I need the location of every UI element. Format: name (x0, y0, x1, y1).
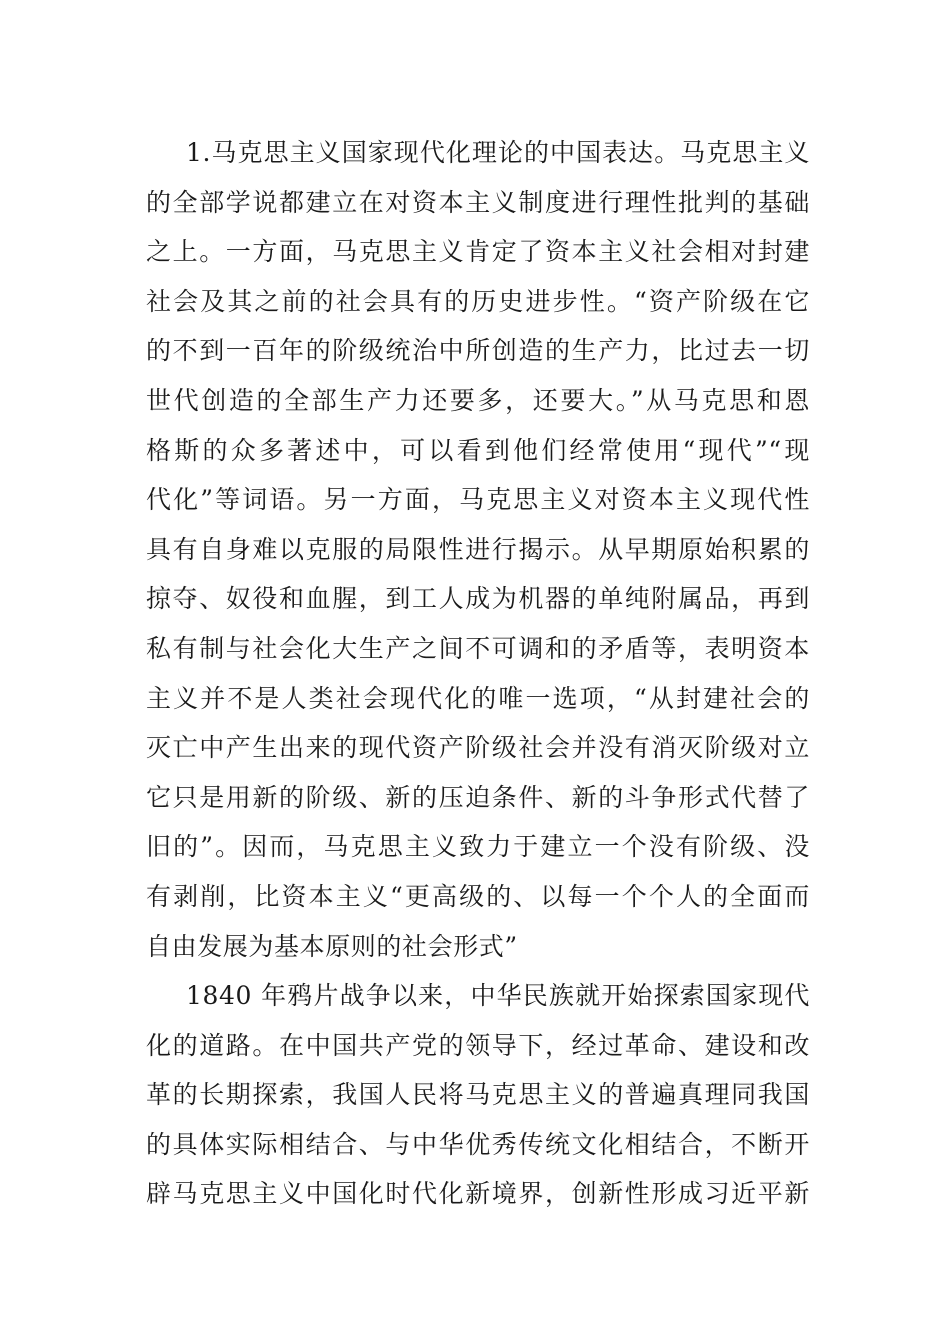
text-line: 自由发展为基本原则的社会形式” (146, 931, 518, 961)
text-line: 主义并不是人类社会现代化的唯一选项，“从封建社会的 (146, 683, 810, 713)
text-line: 之上。一方面，马克思主义肯定了资本主义社会相对封建 (146, 237, 810, 267)
text-line: 的全部学说都建立在对资本主义制度进行理性批判的基础 (146, 187, 810, 217)
text-line: 掠夺、奴役和血腥，到工人成为机器的单纯附属品，再到 (146, 584, 810, 614)
text-line: 的具体实际相结合、与中华优秀传统文化相结合，不断开 (146, 1129, 810, 1159)
text-line: 代化”等词语。另一方面，马克思主义对资本主义现代性 (146, 485, 810, 515)
text-line: 辟马克思主义中国化时代化新境界，创新性形成习近平新 (146, 1179, 810, 1209)
text-line: 具有自身难以克服的局限性进行揭示。从早期原始积累的 (146, 534, 810, 564)
document-body (146, 128, 810, 1219)
text-line: 灭亡中产生出来的现代资产阶级社会并没有消灭阶级对立 (146, 733, 810, 763)
text-line: 1840 年鸦片战争以来，中华民族就开始探索国家现代 (186, 981, 810, 1011)
text-line: 1.马克思主义国家现代化理论的中国表达。马克思主义 (186, 138, 810, 167)
text-line: 社会及其之前的社会具有的历史进步性。“资产阶级在它 (146, 286, 810, 316)
text-line: 革的长期探索，我国人民将马克思主义的普遍真理同我国 (146, 1080, 810, 1110)
paragraph-1 (146, 128, 810, 971)
text-line: 有剥削，比资本主义“更高级的、以每一个个人的全面而 (146, 881, 810, 911)
text-line: 化的道路。在中国共产党的领导下，经过革命、建设和改 (146, 1030, 810, 1060)
text-line: 的不到一百年的阶级统治中所创造的生产力，比过去一切 (146, 336, 810, 366)
text-line: 它只是用新的阶级、新的压迫条件、新的斗争形式代替了 (146, 782, 810, 812)
text-line: 旧的”。因而，马克思主义致力于建立一个没有阶级、没 (146, 832, 810, 862)
text-line: 世代创造的全部生产力还要多，还要大。”从马克思和恩 (146, 385, 810, 415)
text-line: 私有制与社会化大生产之间不可调和的矛盾等，表明资本 (146, 633, 810, 663)
paragraph-2 (146, 971, 810, 1219)
text-line: 格斯的众多著述中，可以看到他们经常使用“现代”“现 (146, 435, 810, 465)
